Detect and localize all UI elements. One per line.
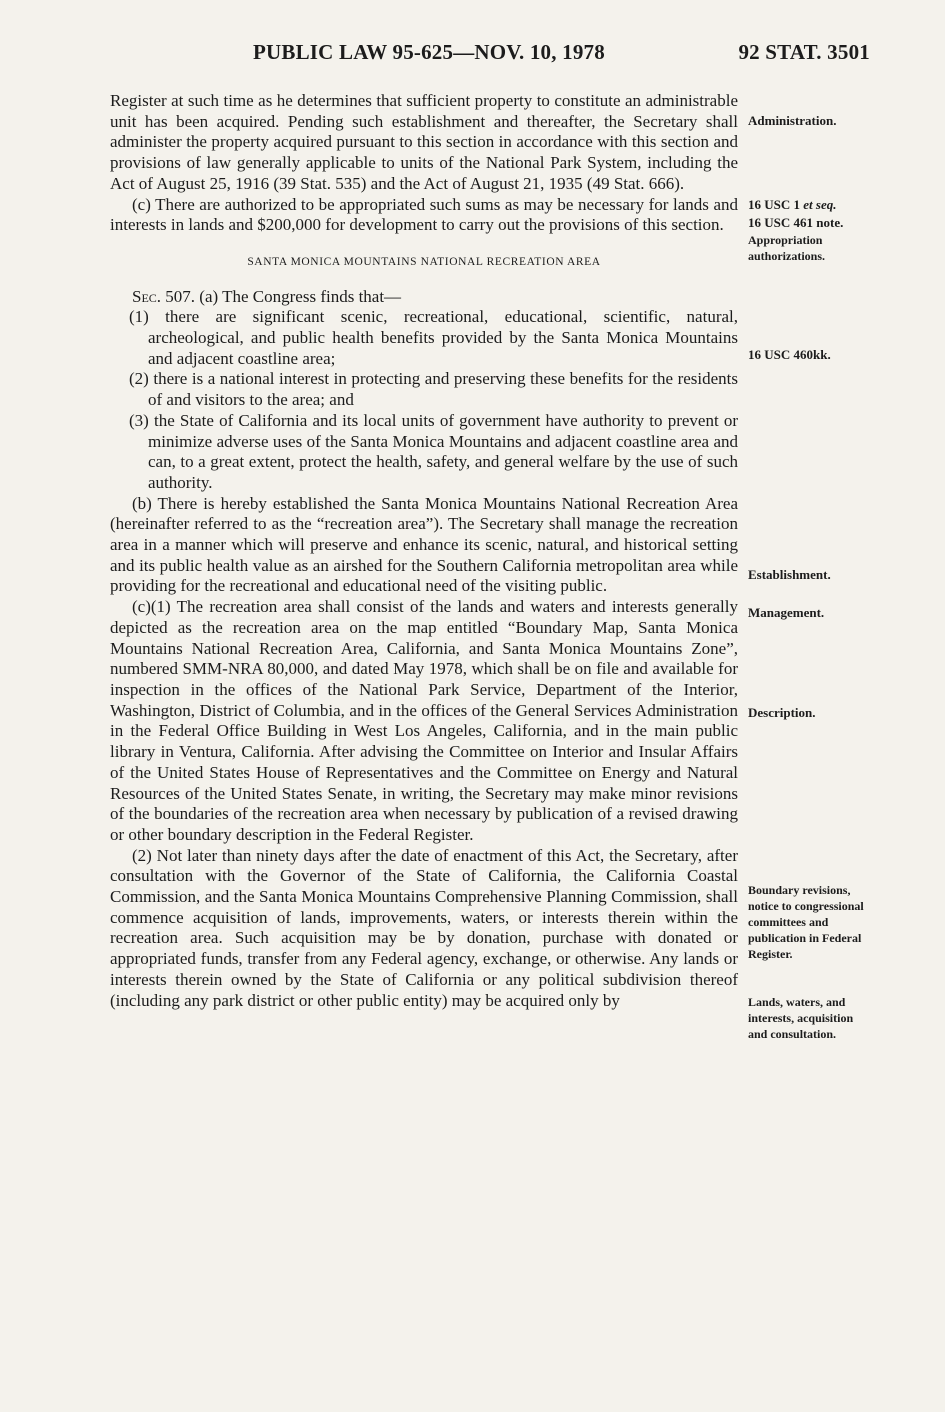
margin-note-usc461: 16 USC 461 note. <box>748 215 844 230</box>
section-heading: SANTA MONICA MOUNTAINS NATIONAL RECREATION AREA <box>247 255 601 268</box>
margin-note-boundary: Boundary revisions, notice to congressional committees and publication in Federal Register. <box>748 883 864 961</box>
finding-item-2: (2) there is a national interest in protecting and preserving these benefits for the residents of and visitors to the area; and <box>129 369 738 410</box>
margin-note-usc460kk: 16 USC 460kk. <box>748 347 831 362</box>
header-stat-number: 92 STAT. 3501 <box>738 40 870 64</box>
paragraph-establishment: (b) There is hereby established the Santa Monica Mountains National Recreation Area (hereinafter referred to as the “recreation area”). The Secretary shall manage the recreation area in a manner which will preserve and enhance its scenic, natural, and historical setting and its public health value as an airshed for the Southern California metropolitan area while providing for the recreational and educational need of the visiting public. <box>110 493 738 596</box>
margin-note-appropriation: Appropriation authorizations. <box>748 233 826 263</box>
paragraph-acquisition: (2) Not later than ninety days after the date of enactment of this Act, the Secretary, after consultation with the Governor of the State of California, the California Coastal Commission, and the Santa Monica Mountains Comprehensive Planning Commission, shall commence acquisition of lands, improvements, waters, or interests therein within the recreation area. Such acquisition may be by donation, purchase with donated or appropriated funds, transfer from any Federal agency, exchange, or otherwise. Any lands or interests therein owned by the State of California or any political subdivision thereof (including any park district or other public entity) may be acquired only by <box>110 845 738 1010</box>
margin-note-establishment: Establishment. <box>748 567 831 582</box>
margin-note-usc1 <box>748 196 888 213</box>
margin-note-description: Description. <box>748 705 816 720</box>
finding-item-1: (1) there are significant scenic, recreational, educational, scientific, natural, archeological, and public health benefits provided by the Santa Monica Mountains and adjacent coastline area; <box>129 307 738 368</box>
margin-note-lands: Lands, waters, and interests, acquisition and consultation. <box>748 995 854 1041</box>
paragraph-description: (c)(1) The recreation area shall consist of the lands and waters and interests generally depicted as the recreation area on the map entitled “Boundary Map, Santa Monica Mountains National Recreation Area, California, and Santa Monica Mountains Zone”, numbered SMM-NRA 80,000, and dated May 1978, which shall be on file and available for inspection in the offices of the National Park Service, Department of the Interior, Washington, District of Columbia, and in the offices of the General Services Administration in the Federal Office Building in West Los Angeles, California, and in the main public library in Ventura, California. After advising the Committee on Interior and Insular Affairs of the United States House of Representatives and the Committee on Energy and Natural Resources of the United States Senate, in writing, the Secretary may make minor revisions of the boundaries of the recreation area when necessary by publication of a revised drawing or other boundary description in the Federal Register. <box>110 597 738 844</box>
paragraph-appropriations: (c) There are authorized to be appropriated such sums as may be necessary for lands and interests in lands and $200,000 for development to carry out the provisions of this section. <box>110 194 738 235</box>
sec-label: Sec. <box>132 286 162 306</box>
page-header <box>253 40 870 65</box>
usc1-prefix: 16 USC 1 <box>748 197 804 212</box>
usc1-suffix: et seq. <box>803 197 837 212</box>
header-title: PUBLIC LAW 95-625—NOV. 10, 1978 <box>253 40 605 64</box>
margin-note-management: Management. <box>748 605 825 620</box>
body-text <box>110 91 738 1011</box>
section-507-intro <box>110 287 738 308</box>
paragraph-register: Register at such time as he determines that sufficient property to constitute an administrable unit has been acquired. Pending such establishment and thereafter, the Secretary shall administer the property acquired pursuant to this section in accordance with this section and provisions of law generally applicable to units of the National Park System, including the Act of August 25, 1916 (39 Stat. 535) and the Act of August 21, 1935 (49 Stat. 666). <box>110 91 738 193</box>
sec-intro-text: 507. (a) The Congress finds that— <box>161 286 402 306</box>
finding-item-3: (3) the State of California and its local units of government have authority to prevent or minimize adverse uses of the Santa Monica Mountains and adjacent coastline area and can, to a great extent, protect the health, safety, and general welfare by the use of such authority. <box>129 410 738 492</box>
margin-note-administration: Administration. <box>748 113 837 128</box>
